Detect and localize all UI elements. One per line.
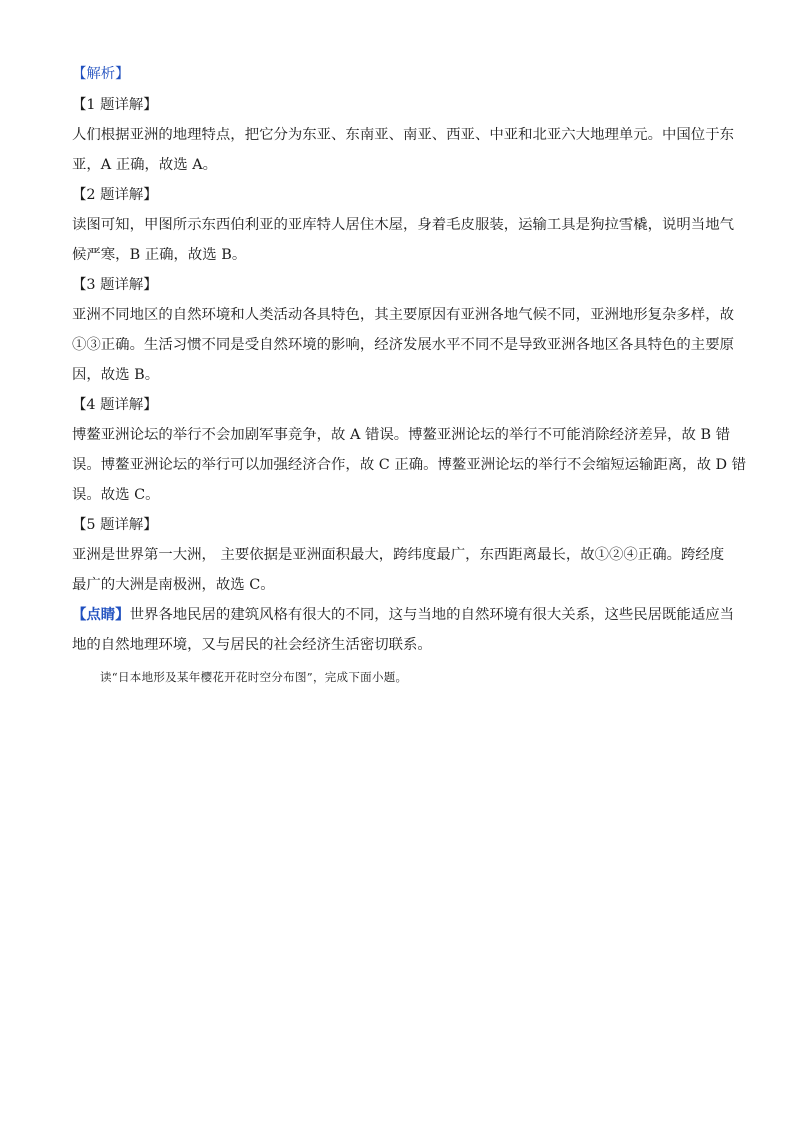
tip-text-1: 世界各地民居的建筑风格有很大的不同，这与当地的自然环境有很大关系，这些民居既能适应当 [129, 607, 734, 623]
q3-line-1: 亚洲不同地区的自然环境和人类活动各具特色，其主要原因有亚洲各地气候不同，亚洲地形复杂多样，故 [72, 307, 734, 323]
q5-header: 【5 题详解】 [72, 517, 158, 533]
q5-section [72, 515, 725, 595]
q4-header: 【4 题详解】 [72, 397, 158, 413]
q4-line-3: 误。故选 C。 [72, 487, 160, 503]
q4-line-2: 误。博鳌亚洲论坛的举行可以加强经济合作，故 C 正确。博鳌亚洲论坛的举行不会缩短运输距离，故 D 错 [72, 457, 747, 473]
tip-section [72, 605, 734, 655]
q1-section [72, 95, 734, 175]
q5-line-1: 亚洲是世界第一大洲， 主要依据是亚洲面积最大，跨纬度最广，东西距离最长，故①②④正确。跨经度 [72, 547, 725, 563]
document-page [72, 64, 747, 685]
q1-line-2: 亚，A 正确，故选 A。 [72, 157, 218, 173]
q1-line-1: 人们根据亚洲的地理特点，把它分为东亚、东南亚、南亚、西亚、中亚和北亚六大地理单元。中国位于东 [72, 127, 734, 143]
q1-header: 【1 题详解】 [72, 97, 158, 113]
analysis-label: 【解析】 [72, 66, 130, 82]
q5-line-2: 最广的大洲是南极洲，故选 C。 [72, 577, 275, 593]
tip-line-2: 地的自然地理环境，又与居民的社会经济生活密切联系。 [72, 637, 432, 653]
q2-line-1: 读图可知，甲图所示东西伯利亚的亚库特人居住木屋，身着毛皮服装，运输工具是狗拉雪橇，说明当地气 [72, 217, 734, 233]
q4-line-1: 博鳌亚洲论坛的举行不会加剧军事竞争，故 A 错误。博鳌亚洲论坛的举行不可能消除经济差异，故 B 错 [72, 427, 731, 443]
q3-section [72, 275, 734, 385]
q3-line-2: ①③正确。生活习惯不同是受自然环境的影响，经济发展水平不同不是导致亚洲各地区各具特色的主要原 [72, 337, 734, 353]
q3-header: 【3 题详解】 [72, 277, 158, 293]
next-question-prompt: 读“日本地形及某年樱花开花时空分布图”，完成下面小题。 [100, 670, 408, 684]
q3-line-3: 因，故选 B。 [72, 367, 160, 383]
tip-label: 【点睛】 [72, 606, 130, 623]
q2-header: 【2 题详解】 [72, 187, 158, 203]
tip-line-1 [72, 605, 734, 625]
q4-section [72, 395, 747, 505]
q2-line-2: 候严寒，B 正确，故选 B。 [72, 247, 247, 263]
q2-section [72, 185, 734, 265]
